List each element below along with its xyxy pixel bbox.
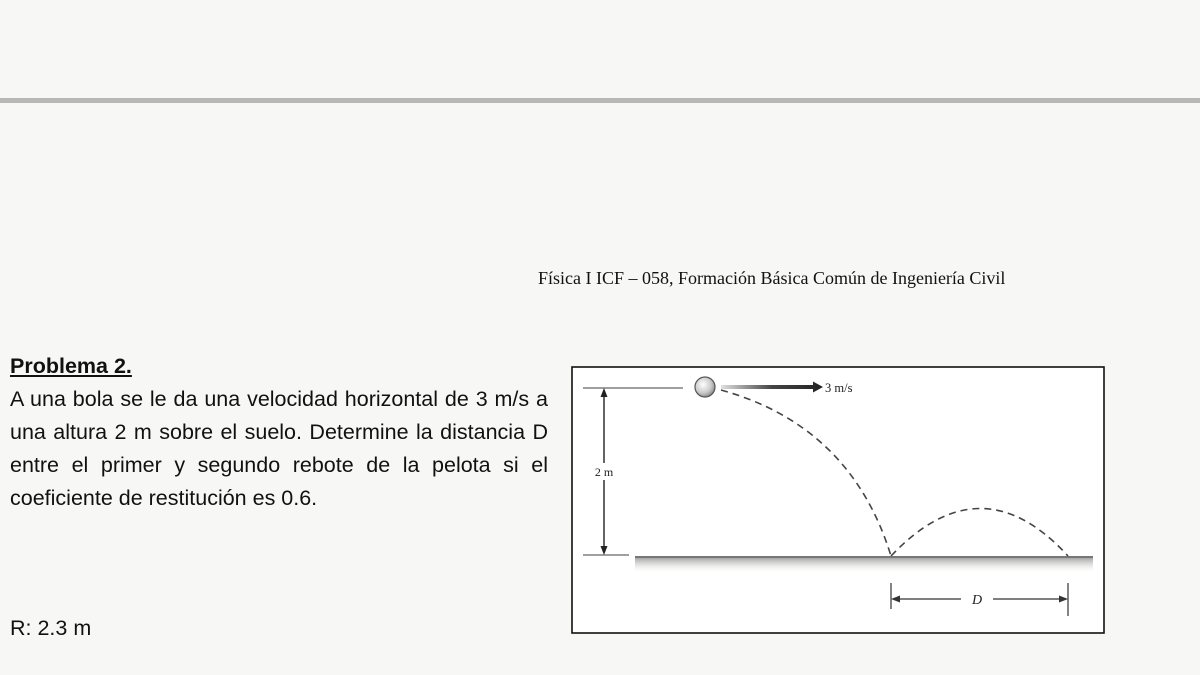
- ball: [695, 377, 715, 397]
- problem-statement: A una bola se le da una velocidad horizontal de 3 m/s a una altura 2 m sobre el suelo. Determine la distancia D entre el primer y segundo rebote de la pelota si el coeficiente de restitución es 0.6.: [10, 387, 548, 510]
- problem-block: [10, 350, 548, 515]
- height-label: 2 m: [594, 465, 614, 479]
- problem-answer: R: 2.3 m: [10, 616, 92, 640]
- bouncing-ball-figure: [571, 366, 1105, 634]
- course-header: Física I ICF – 058, Formación Básica Común de Ingeniería Civil: [538, 268, 1006, 288]
- problem-title: Problema 2.: [10, 354, 132, 378]
- top-divider: [0, 98, 1200, 103]
- figure-frame: [572, 367, 1104, 633]
- distance-label: D: [971, 593, 983, 608]
- figure-svg: [571, 366, 1105, 634]
- velocity-label: 3 m/s: [825, 381, 853, 395]
- ground-shading: [635, 557, 1093, 573]
